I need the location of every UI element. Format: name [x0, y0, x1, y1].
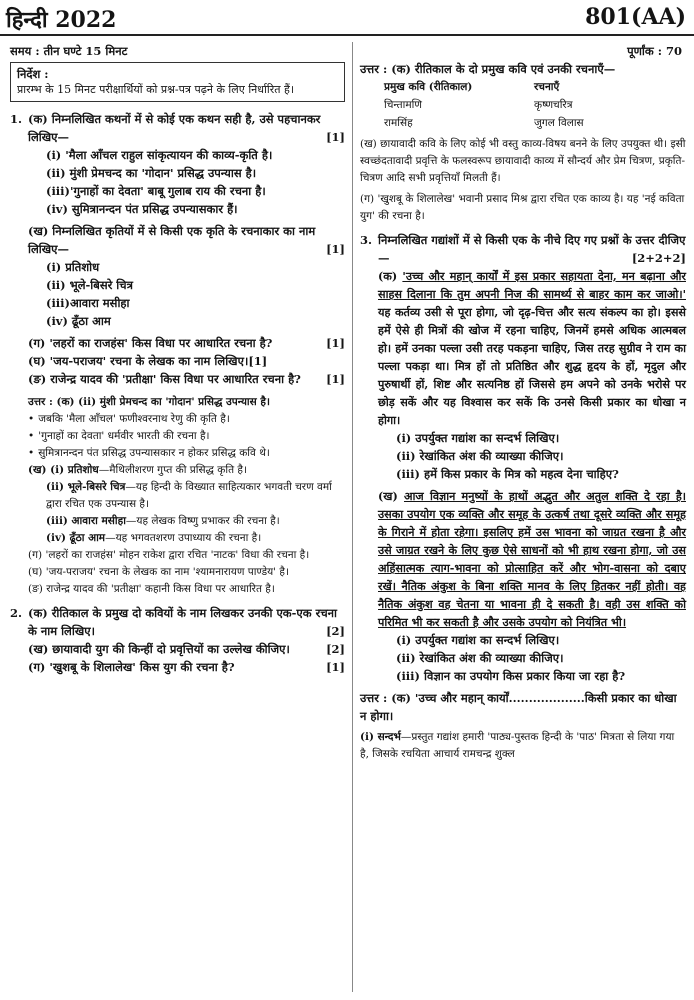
passage-ka-question: (iii) हमें किस प्रकार के मित्र को महत्व देना चाहिए?: [396, 467, 619, 481]
table-header: रचनाएँ: [534, 81, 560, 93]
ans1-ka: उत्तर : (क) (ii) मुंशी प्रेमचन्द का 'गोदान' प्रसिद्ध उपन्यास है।: [28, 396, 270, 408]
q1-nga-text: (ङ) राजेन्द्र यादव की 'प्रतीक्षा' किस विधा पर आधारित रचना है?: [28, 372, 301, 386]
paper-code: 801(AA): [585, 4, 686, 30]
ans1-bullet: • जबकि 'मैला आँचल' फणीश्वरनाथ रेणु की कृति है।: [10, 411, 345, 428]
ans1-nga: (ङ) राजेन्द्र यादव की 'प्रतीक्षा' कहानी किस विधा पर आधारित है।: [28, 583, 275, 595]
passage-ka-question: (i) उपर्युक्त गद्यांश का सन्दर्भ लिखिए।: [396, 431, 560, 445]
ans1-kha-iv: —यह भगवतशरण उपाध्याय की रचना है।: [105, 532, 262, 544]
passage-kha-question: (ii) रेखांकित अंश की व्याख्या कीजिए।: [396, 651, 564, 665]
q1-ka-option: (i) 'मैला आँचल राहुल सांकृत्यायन की काव्य-कृति है।: [46, 148, 273, 162]
q2-kha-marks: [2]: [326, 642, 345, 656]
table-cell: जुगल विलास: [534, 117, 584, 129]
ans1-kha-iv-term: (iv) ढूँठा आम: [46, 532, 106, 544]
q1-gha-marks: [1]: [248, 354, 268, 368]
q1-kha-option: (iii)आवारा मसीहा: [46, 296, 130, 310]
column-divider: [352, 42, 353, 992]
ans1-kha-i: —मैथिलीशरण गुप्त की प्रसिद्ध कृति है।: [98, 464, 247, 476]
q3-marks: [2+2+2]: [631, 251, 686, 265]
q1-ga-marks: [1]: [326, 336, 345, 350]
header-rule: [0, 34, 694, 36]
ans1-kha-i-term: (ख) (i) प्रतिशोध: [28, 464, 99, 476]
exam-time: समय : तीन घण्टे 15 मिनट: [10, 44, 128, 58]
ans3-ka-dots: ...................: [508, 691, 585, 705]
page-header: [0, 0, 694, 36]
q1-nga-marks: [1]: [326, 372, 345, 386]
q2-ga-text: (ग) 'खुशबू के शिलालेख' किस युग की रचना है?: [28, 660, 235, 674]
ans1-kha-iii-term: (iii) आवारा मसीहा: [46, 515, 126, 527]
table-cell: चिन्तामणि: [384, 99, 422, 111]
q1-kha-text: (ख) निम्नलिखित कृतियों में से किसी एक कृति के रचनाकार का नाम लिखिए—: [28, 224, 316, 256]
q1-kha-option: (i) प्रतिशोध: [46, 260, 100, 274]
q1-ka-option: (ii) मुंशी प्रेमचन्द का 'गोदान' प्रसिद्ध उपन्यास है।: [46, 166, 257, 180]
q1-ka-text: (क) निम्नलिखित कथनों में से कोई एक कथन सही है, उसे पहचानकर लिखिए—: [28, 112, 321, 144]
poets-table: [360, 78, 686, 132]
sandarbh-text: —प्रस्तुत गद्यांश हमारी 'पाठ्य-पुस्तक हिन्दी के 'पाठ' मित्रता से लिया गया है, जिसके रचयिता आचार्य रामचन्द्र शुक्ल: [360, 731, 675, 760]
table-header: प्रमुख कवि (रीतिकाल): [384, 81, 473, 93]
ans1-bullet: • 'गुनाहों का देवता' धर्मवीर भारती की रचना है।: [10, 428, 345, 445]
subject-year: हिन्दी 2022: [6, 7, 117, 33]
q1-gha-text: (घ) 'जय-पराजय' रचना के लेखक का नाम लिखिए।: [28, 354, 249, 368]
question-2: [10, 604, 345, 676]
passage-kha: [360, 487, 686, 631]
ans2-ka: उत्तर : (क) रीतिकाल के दो प्रमुख कवि एवं उनकी रचनाएँ—: [360, 62, 616, 76]
passage-ka-underlined: 'उच्च और महान् कार्यों में इस प्रकार सहायता देना, मन बढ़ाना और साहस दिलाना कि तुम अपनी निज की सामर्थ्य से बाहर काम कर जाओ।': [378, 269, 686, 301]
q1-kha-option: (ii) भूले-बिसरे चित्र: [46, 278, 133, 292]
q1-kha-marks: [1]: [326, 242, 345, 256]
max-marks: पूर्णांक : 70: [627, 44, 682, 58]
ans1-kha-ii: —यह हिन्दी के विख्यात साहित्यकार भगवती चरण वर्मा द्वारा रचित एक उपन्यास है।: [46, 481, 332, 510]
ans3-ka-start: उत्तर : (क) 'उच्च और महान् कार्यों: [360, 691, 509, 705]
q1-ka-marks: [1]: [326, 130, 345, 144]
passage-ka-rest: यह कर्तव्य उसी से पूरा होगा, जो दृढ़-चित्त और सत्य संकल्प का हो। इससे हमें ऐसे ही मित्रों की खोज में रहना चाहिए, जिनमें हमसे अधिक आत्मबल हो। हमें उनका पल्ला उसी तरह पकड़ना चाहिए, जिस तरह सुग्रीव ने राम का पल्ला पकड़ा था। मित्र हों तो प्रतिष्ठित और शुद्ध हृदय के हों, मृदुल और पुरुषार्थी हों, शिष्ट और सत्यनिष्ठ हों जिससे हम अपने को उनके भरोसे पर छोड़ सकें और यह विश्वास कर सकें कि उनसे किसी प्रकार का धोखा न होगा।: [378, 305, 686, 427]
q1-ka-option: (iii)'गुनाहों का देवता' बाबू गुलाब राय की रचना है।: [46, 184, 266, 198]
q1-ga-text: (ग) 'लहरों का राजहंस' किस विधा पर आधारित रचना है?: [28, 336, 273, 350]
ans2-kha: (ख) छायावादी कवि के लिए कोई भी वस्तु काव्य-विषय बनने के लिए उपयुक्त थी। इसी स्वच्छंदतावादी प्रवृत्ति के फलस्वरूप छायावादी काव्य में सौन्दर्य और प्रेम चित्रण, प्रकृति-चित्रण आदि सभी प्रवृत्तियाँ मिलती हैं।: [360, 138, 686, 184]
question-1: [10, 110, 345, 388]
q2-ka-text: (क) रीतिकाल के प्रमुख दो कवियों के नाम लिखकर उनकी एक-एक रचना के नाम लिखिए।: [28, 606, 337, 638]
question-number: 2.: [10, 606, 23, 620]
table-cell: कृष्णचरित्र: [534, 99, 573, 111]
q2-ga-marks: [1]: [326, 660, 345, 674]
left-column: [10, 42, 345, 676]
ans3-sandarbh: [360, 729, 686, 763]
question-3: [360, 231, 686, 267]
q2-ka-marks: [2]: [326, 624, 345, 638]
ans3-ka: [360, 689, 686, 725]
ans1-gha: (घ) 'जय-पराजय' रचना के लेखक का नाम 'श्यामनारायण पाण्डेय' है।: [28, 566, 289, 578]
instructions-title: निर्देश :: [17, 67, 49, 81]
passage-kha-text: आज विज्ञान मनुष्यों के हाथों अद्भुत और अतुल शक्ति दे रहा है। उसका उपयोग एक व्यक्ति और समूह के उत्कर्ष तथा दूसरे व्यक्ति और समूह के गिराने में होता रहेगा। इसलिए हमें उस भावना को जाग्रत रखना है और उसे जाग्रत रखने के लिए कुछ ऐसे साधनों को भी हाथ रखना होगा, जो उस अहिंसात्मक त्याग-भावना को प्रोत्साहित करें और भोग-वासना को दबाए रखें। नैतिक अंकुश के बिना शक्ति मानव के लिए हितकर नहीं होती। वह नैतिक अंकुश वह चेतना या भावना ही दे सकती है। वही उस शक्ति को परिमित भी कर सकती है और उसके उपयोग को नियंत्रित भी।: [378, 489, 686, 629]
ans1-kha-ii-term: (ii) भूले-बिसरे चित्र: [46, 481, 126, 493]
passage-kha-question: (i) उपर्युक्त गद्यांश का सन्दर्भ लिखिए।: [396, 633, 560, 647]
passage-ka-question: (ii) रेखांकित अंश की व्याख्या कीजिए।: [396, 449, 564, 463]
instructions-text: प्रारम्भ के 15 मिनट परीक्षार्थियों को प्रश्न-पत्र पढ़ने के लिए निर्धारित हैं।: [17, 83, 295, 96]
passage-ka: [360, 267, 686, 429]
right-column: [360, 42, 686, 763]
ans2-ga: (ग) 'खुशबू के शिलालेख' भवानी प्रसाद मिश्र द्वारा रचित एक काव्य है। यह 'नई कविता युग' की रचना है।: [360, 193, 685, 222]
ans3-ka-end: किसी प्रकार का धोखा न होगा।: [360, 691, 677, 723]
passage-ka-label: (क): [378, 269, 398, 283]
q1-kha-option: (iv) ढूँठा आम: [46, 314, 111, 328]
question-number: 1.: [10, 112, 23, 126]
q1-ka-option: (iv) सुमित्रानन्दन पंत प्रसिद्ध उपन्यासकार हैं।: [46, 202, 238, 216]
q3-intro: निम्नलिखित गद्यांशों में से किसी एक के नीचे दिए गए प्रश्नों के उत्तर दीजिए—: [378, 233, 686, 265]
ans1-ga: (ग) 'लहरों का राजहंस' मोहन राकेश द्वारा रचित 'नाटक' विधा की रचना है।: [28, 549, 310, 561]
passage-kha-label: (ख): [378, 489, 398, 503]
question-number: 3.: [360, 233, 373, 247]
answer-1: [10, 394, 345, 598]
instructions-box: [10, 62, 345, 102]
ans1-bullet: • सुमित्रानन्दन पंत प्रसिद्ध उपन्यासकार न होकर प्रसिद्ध कवि थे।: [10, 445, 345, 462]
passage-kha-question: (iii) विज्ञान का उपयोग किस प्रकार किया जा रहा है?: [396, 669, 626, 683]
table-cell: रामसिंह: [384, 117, 413, 129]
ans1-kha-iii: —यह लेखक विष्णु प्रभाकर की रचना है।: [125, 515, 280, 527]
sandarbh-label: (i) सन्दर्भ: [360, 731, 401, 743]
q2-kha-text: (ख) छायावादी युग की किन्हीं दो प्रवृत्तियों का उल्लेख कीजिए।: [28, 642, 290, 656]
